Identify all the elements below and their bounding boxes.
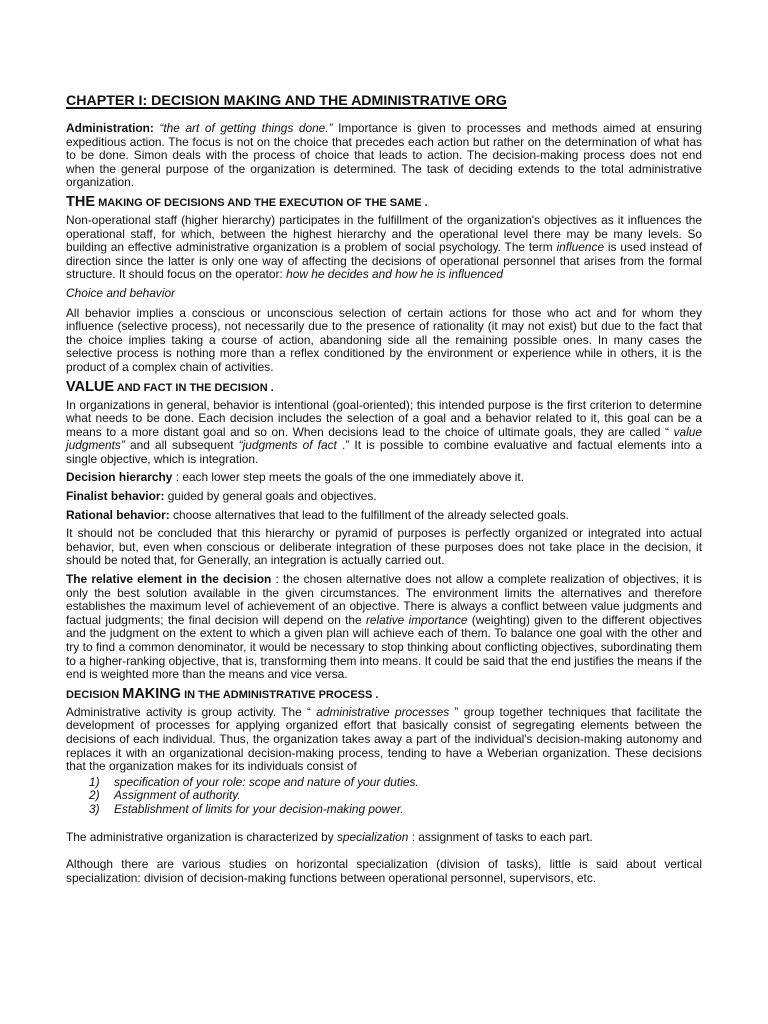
list-item bbox=[89, 788, 702, 803]
section3-paragraph-3: Although there are various studies on horizontal specialization (division of tasks), little is said about vertical specialization: division of decision-making functions between operational personnel, supervisors, etc. bbox=[66, 857, 702, 885]
section3-paragraph-1 bbox=[66, 706, 702, 774]
list-item bbox=[89, 774, 702, 790]
text-run: is used instead of direction since the latter is only one way of affecting the decisions of operational personnel that arises from the formal structure. It should focus on the operator: bbox=[66, 240, 702, 282]
intro-quote: “the art of getting things done.” bbox=[159, 121, 333, 135]
text-run: Non-operational staff (higher hierarchy) participates in the fulfillment of the organization's objectives as it influences the operational staff, for which, between the highest hierarchy and the operational level there may be many levels. So building an effective administrative organization is a problem of social psychology. The term bbox=[66, 212, 702, 255]
section3-paragraph-2 bbox=[66, 831, 702, 845]
list-text: Assignment of authority. bbox=[114, 788, 241, 803]
subheading-choice-and-behavior: Choice and behavior bbox=[66, 285, 176, 300]
definition-text: guided by general goals and objectives. bbox=[167, 489, 377, 504]
text-run: .” It is possible to combine evaluative and factual elements into a single objective, which is integration. bbox=[66, 438, 703, 466]
text-run: Administrative activity is group activity. The “ bbox=[66, 704, 311, 719]
text-run: The administrative organization is characterized by bbox=[66, 829, 334, 844]
intro-label: Administration: bbox=[66, 121, 154, 135]
text-run: In organizations in general, behavior is intentional (goal-oriented); this intended purpose is the first criterion to determine what needs to be done. Each decision includes the selection of a goal and a behavior related to it, this goal can be a means to a more distant goal and so on. When decisions lead to the choice of ultimate goals, they are called “ bbox=[66, 397, 702, 439]
definition-decision-hierarchy bbox=[66, 471, 702, 485]
intro-paragraph bbox=[66, 122, 702, 190]
text-run: (weighting) given to the different objectives and the judgment on the extent to which a given plan will achieve each of them. To balance one goal with the other and try to find a common denominator, it would be necessary to stop thinking about conflicting objectives, subordinating them to a higher-ranking objective, that is, transforming them into means. It could be said that the end justifies the means if the end is weighted more than the means and vice versa. bbox=[66, 612, 702, 682]
heading-rest: MAKING OF DECISIONS AND THE EXECUTION OF THE SAME . bbox=[98, 196, 428, 209]
heading-big-word: MAKING bbox=[122, 685, 182, 702]
italic-term: how he decides and how he is influenced bbox=[286, 267, 503, 282]
definition-relative-element bbox=[66, 573, 702, 682]
italic-term: relative importance bbox=[365, 612, 468, 627]
italic-term: value judgments” bbox=[66, 424, 702, 453]
section1-paragraph-2: All behavior implies a conscious or unconscious selection of certain actions for those who act and for whom they influence (selective process), not necessarily due to the presence of rationality (it may not exist) but due to the fact that the choice implies taking a course of action, abandoning side all the remaining possible ones. In many cases the selective process is nothing more than a reflex conditioned by the environment or experience while in others, it is the product of a complex chain of activities. bbox=[66, 305, 702, 374]
italic-term: administrative processes bbox=[316, 704, 450, 719]
list-text: Establishment of limits for your decision-making power. bbox=[114, 801, 404, 816]
section-heading-decision-making-process bbox=[66, 687, 702, 703]
section-heading-making-of-decisions bbox=[66, 195, 702, 211]
definition-label: The relative element in the decision bbox=[66, 572, 272, 587]
text-run: and all subsequent bbox=[129, 438, 234, 453]
list-number: 1) bbox=[89, 774, 100, 789]
heading-prefix: DECISION bbox=[66, 688, 120, 701]
list-item bbox=[89, 801, 702, 817]
text-run: ” group together techniques that facilitate the development of processes for applying organized effort that basically consist of segregating elements between the decisions of each individual. Thus, the organization takes away a part of the individual's decision-making autonomy and replaces it with an organizational decision-making process, tending to have a Weberian organization. These decisions that the organization makes for its individuals consist of bbox=[66, 704, 702, 774]
heading-big-word: THE bbox=[66, 193, 95, 210]
list-number: 3) bbox=[89, 801, 100, 816]
italic-term: influence bbox=[556, 240, 605, 255]
text-run: : the chosen alternative does not allow a complete realization of objectives, it is only the best solution available in the given circumstances. The environment limits the alternatives and therefore establishes the maximum level of achievement of an objective. There is always a conflict between value judgments and factual judgments; the final decision will depend on the bbox=[66, 572, 702, 627]
definition-label: Rational behavior: bbox=[66, 507, 170, 522]
italic-term: “judgments of fact bbox=[238, 438, 337, 453]
definition-text: choose alternatives that lead to the fulfillment of the already selected goals. bbox=[173, 507, 569, 522]
heading-big-word: VALUE bbox=[66, 378, 115, 395]
page-content bbox=[66, 93, 702, 890]
section-heading-value-and-fact bbox=[66, 380, 702, 396]
heading-rest: AND FACT IN THE DECISION . bbox=[116, 381, 274, 394]
italic-term: specialization bbox=[336, 829, 409, 844]
heading-rest: IN THE ADMINISTRATIVE PROCESS . bbox=[184, 688, 379, 701]
definition-finalist-behavior bbox=[66, 490, 702, 504]
definition-rational-behavior bbox=[66, 509, 702, 523]
definition-label: Decision hierarchy bbox=[66, 470, 173, 485]
text-run: : assignment of tasks to each part. bbox=[411, 829, 593, 844]
intro-text: Importance is given to processes and methods aimed at ensuring expeditious action. The focus is not on the choice that precedes each action but rather on the determination of what has to be done. Simon deals with the process of choice that leads to action. The decision-making process does not end when the general purpose of the organization is determined. The task of deciding extends to the total administrative organization. bbox=[66, 121, 702, 190]
section2-paragraph-2: It should not be concluded that this hierarchy or pyramid of purposes is perfectly organized or integrated into actual behavior, but, even when conscious or deliberate integration of these purposes does not take place in the decision, it should be noted that, for Generally, an integration is actually carried out. bbox=[66, 526, 702, 568]
chapter-title: CHAPTER I: DECISION MAKING AND THE ADMINISTRATIVE ORG bbox=[66, 93, 507, 109]
list-text: specification of your role: scope and nature of your duties. bbox=[114, 774, 419, 789]
definition-label: Finalist behavior: bbox=[66, 489, 165, 504]
organization-decisions-list bbox=[66, 776, 702, 817]
section1-paragraph-1 bbox=[66, 214, 702, 282]
section2-paragraph-1 bbox=[66, 399, 702, 467]
definition-text: : each lower step meets the goals of the one immediately above it. bbox=[175, 470, 525, 485]
list-number: 2) bbox=[89, 788, 100, 803]
